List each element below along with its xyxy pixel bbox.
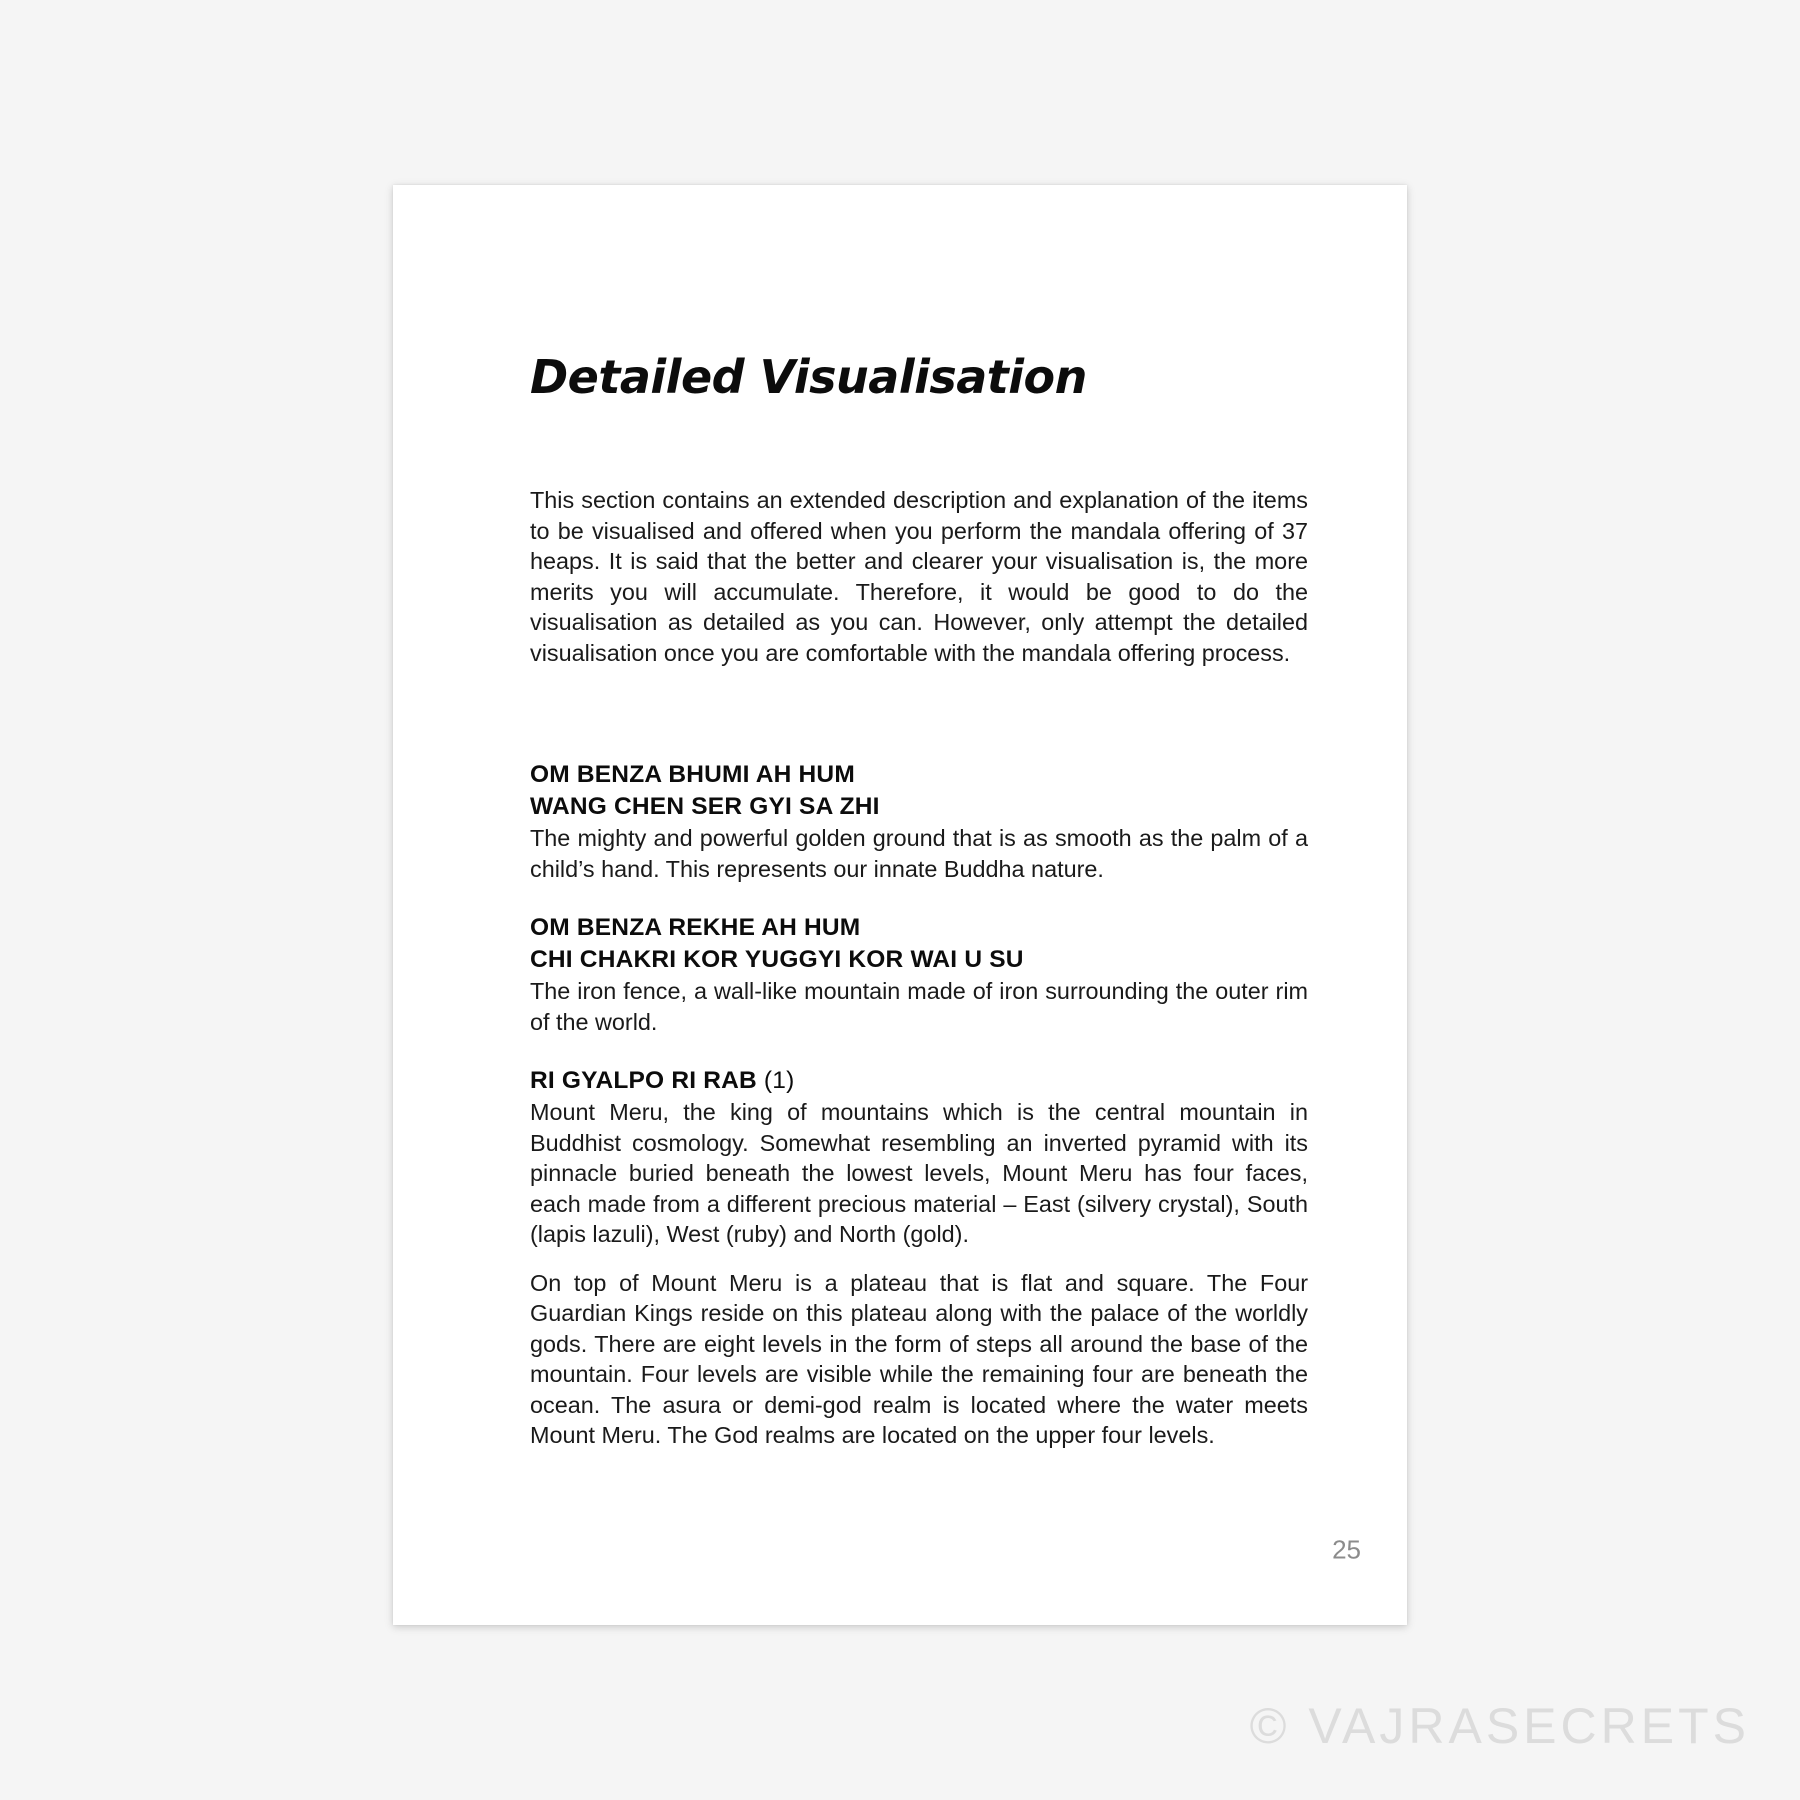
section-iron-fence [530,912,1308,1037]
mantra-heading: CHI CHAKRI KOR YUGGYI KOR WAI U SU [530,946,1024,973]
section-mount-meru [530,1065,1308,1451]
section-description: Mount Meru, the king of mountains which is the central mountain in Buddhist cosmology. Somewhat resembling an inverted pyramid with its pinnacle buried beneath the lowest levels, Mount Meru has four faces, each made from a different precious material – East (silvery crystal), South (lapis lazuli), West (ruby) and North (gold). [530,1099,1308,1247]
mantra-sections [530,759,1308,1479]
mantra-heading: OM BENZA BHUMI AH HUM [530,761,855,788]
section-description: The iron fence, a wall-like mountain made of iron surrounding the outer rim of the world. [530,978,1308,1035]
copyright-watermark: © VAJRASECRETS [1249,1698,1750,1754]
section-golden-ground [530,759,1308,884]
mantra-heading: WANG CHEN SER GYI SA ZHI [530,793,880,820]
mantra-heading: OM BENZA REKHE AH HUM [530,914,861,941]
page-title: Detailed Visualisation [530,350,1087,404]
mantra-text: RI GYALPO RI RAB [530,1067,757,1094]
section-description: On top of Mount Meru is a plateau that is flat and square. The Four Guardian Kings reside on this plateau along with the palace of the worldly gods. There are eight levels in the form of steps all around the base of the mountain. Four levels are visible while the remaining four are beneath the ocean. The asura or demi-god realm is located where the water meets Mount Meru. The God realms are located on the upper four levels. [530,1269,1308,1448]
intro-paragraph: This section contains an extended description and explanation of the items to be visualised and offered when you perform the mandala offering of 37 heaps. It is said that the better and clearer your visualisation is, the more merits you will accumulate. Therefore, it would be good to do the visualisation as detailed as you can. However, only attempt the detailed visualisation once you are comfortable with the mandala offering process. [530,487,1308,666]
mantra-note: (1) [763,1067,795,1094]
section-description: The mighty and powerful golden ground that is as smooth as the palm of a child’s hand. This represents our innate Buddha nature. [530,825,1308,882]
page-number: 25 [1332,1534,1361,1565]
mantra-heading [530,1065,1308,1097]
book-page [393,185,1407,1625]
